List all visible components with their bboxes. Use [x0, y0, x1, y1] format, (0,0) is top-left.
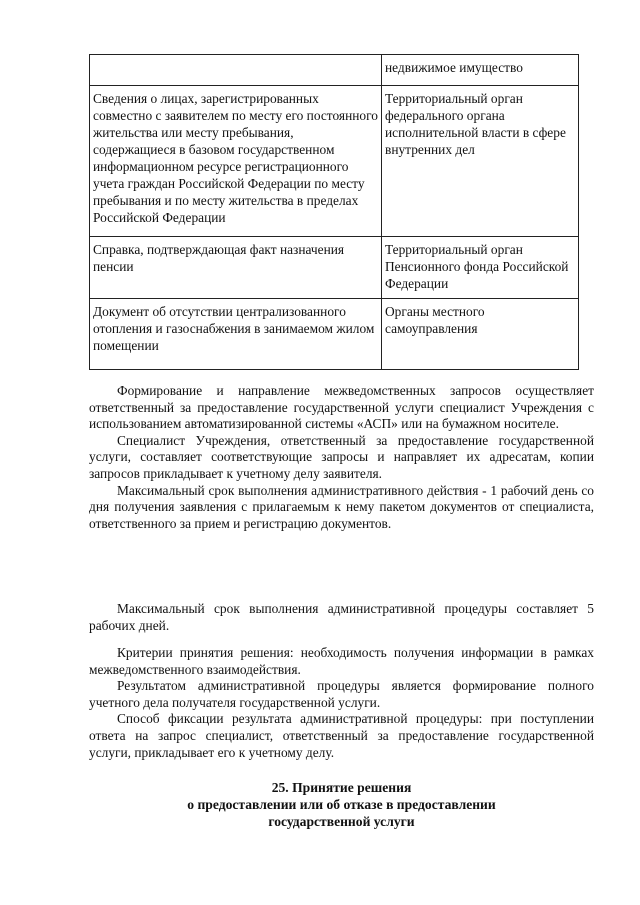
section-heading-line: о предоставлении или об отказе в предоставлении — [187, 797, 496, 812]
documents-agencies-table — [89, 54, 579, 370]
paragraph-result-recording: Способ фиксации результата административной процедуры: при поступлении ответа на запрос специалист, ответственный за предоставление государственной услуги, прикладывает его к учетному делу. — [89, 711, 594, 760]
table-cell-agency: Территориальный орган Пенсионного фонда Российской Федерации — [382, 237, 579, 299]
table-cell-document: Справка, подтверждающая факт назначения пенсии — [90, 237, 382, 299]
paragraph-procedure-result: Результатом административной процедуры является формирование полного учетного дела получателя государственной услуги. — [89, 678, 594, 710]
table-cell-agency: Органы местного самоуправления — [382, 299, 579, 370]
table-row — [90, 299, 579, 370]
table-cell-document: Документ об отсутствии централизованного отопления и газоснабжения в занимаемом жилом помещении — [90, 299, 382, 370]
body-paragraph-block-1 — [89, 383, 594, 532]
table-row — [90, 237, 579, 299]
section-heading — [89, 779, 594, 830]
table-row — [90, 55, 579, 86]
table-cell-agency: Территориальный орган федерального органа исполнительной власти в сфере внутренних дел — [382, 86, 579, 237]
paragraph-action-deadline: Максимальный срок выполнения административного действия - 1 рабочий день со дня получения заявления с прилагаемым к нему пакетом документов от специалиста, ответственного за прием и регистрацию документов. — [89, 482, 594, 531]
section-heading-line: государственной услуги — [268, 814, 415, 829]
paragraph-request-sending: Специалист Учреждения, ответственный за предоставление государственной услуги, составляет соответствующие запросы и направляет их адресатам, копии запросов прикладывает к учетному делу заявителя. — [89, 432, 594, 481]
table-cell-document — [90, 55, 382, 86]
paragraph-procedure-deadline: Максимальный срок выполнения административной процедуры составляет 5 рабочих дней. — [89, 601, 594, 633]
table-cell-document: Сведения о лицах, зарегистрированных совместно с заявителем по месту его постоянного жительства или месту пребывания, содержащиеся в базовом государственном информационном ресурсе регистрационного учета граждан Российской Федерации по месту пребывания и по месту жительства в пределах Российской Федерации — [90, 86, 382, 237]
section-heading-line: 25. Принятие решения — [271, 780, 412, 795]
body-paragraph-block-2 — [89, 601, 594, 634]
table-row — [90, 86, 579, 237]
body-paragraph-block-3 — [89, 645, 594, 761]
paragraph-decision-criteria: Критерии принятия решения: необходимость получения информации в рамках межведомственного взаимодействия. — [89, 645, 594, 677]
table-cell-agency: недвижимое имущество — [382, 55, 579, 86]
paragraph-request-formation: Формирование и направление межведомственных запросов осуществляет ответственный за предоставление государственной услуги специалист Учреждения с использованием автоматизированной системы «АСП» или на бумажном носителе. — [89, 383, 594, 432]
